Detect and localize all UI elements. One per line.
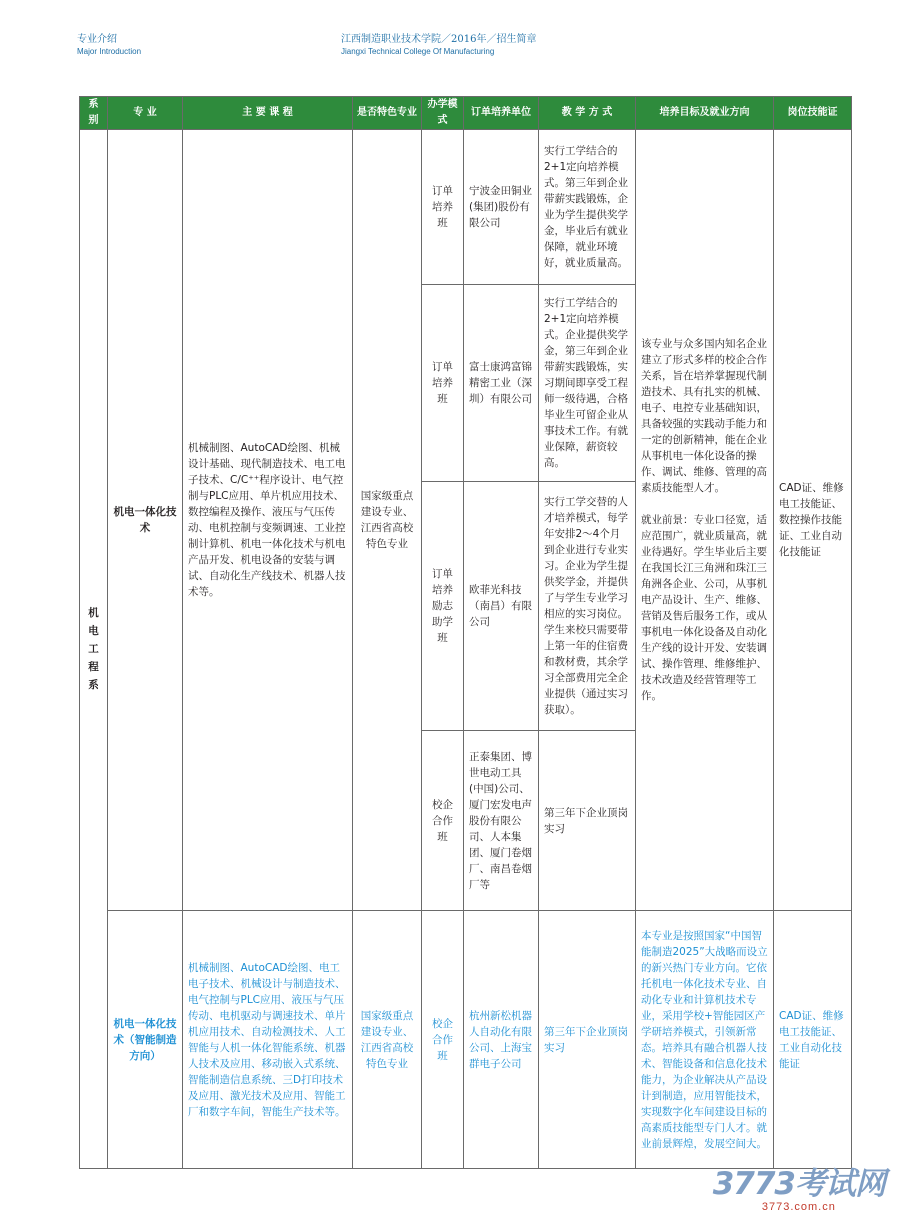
unit-cell: 正泰集团、博世电动工具(中国)公司、厦门宏发电声股份有限公司、人本集团、厦门卷烟厂、南昌卷烟厂等 xyxy=(464,731,539,911)
table-header-row xyxy=(80,97,852,130)
col-header-cert: 岗位技能证 xyxy=(774,97,852,130)
watermark-url: 3773.com.cn xyxy=(761,1201,836,1213)
department-name: 机电工程系 xyxy=(88,607,99,691)
unit-cell: 欧菲光科技（南昌）有限公司 xyxy=(464,482,539,731)
cert-cell: CAD证、维修电工技能证、数控操作技能证、工业自动化技能证 xyxy=(774,130,852,911)
cert-cell: CAD证、维修电工技能证、工业自动化技能证 xyxy=(774,911,852,1169)
featured-cell: 国家级重点建设专业、江西省高校特色专业 xyxy=(353,911,422,1169)
teaching-cell: 第三年下企业顶岗实习 xyxy=(539,911,636,1169)
col-header-mode: 办学模式 xyxy=(422,97,464,130)
major-name-cell: 机电一体化技术（智能制造方向） xyxy=(108,911,183,1169)
courses-cell: 机械制图、AutoCAD绘图、机械设计基础、现代制造技术、电工电子技术、C/C⁺⁺程序设计、电气控制与PLC应用、单片机应用技术、数控编程及操作、液压与气压传动、电机控制与变频调速、工业控制计算机、机电一体化技术与机电产品开发、机电设备的安装与调试、自动化生产线技术、机器人技术等。 xyxy=(183,130,353,911)
mode-cell: 订单培养班 xyxy=(422,130,464,285)
mode-cell: 校企合作班 xyxy=(422,911,464,1169)
teaching-cell: 实行工学结合的2+1定向培养模式。企业提供奖学金，第三年到企业带薪实践锻炼，实习期间即享受工程师一级待遇，合格毕业生可留企业从事技术工作。有就业保障，薪资较高。 xyxy=(539,285,636,482)
table-row xyxy=(80,130,852,285)
section-title-cn: 专业介绍 xyxy=(77,34,117,45)
college-header xyxy=(341,34,536,58)
mode-cell: 订单培养励志助学班 xyxy=(422,482,464,731)
college-title-en: Jiangxi Technical College Of Manufacturing xyxy=(341,47,495,56)
courses-cell: 机械制图、AutoCAD绘图、电工电子技术、机械设计与制造技术、电气控制与PLC应用、液压与气压传动、电机驱动与调速技术、单片机应用技术、自动检测技术、人工智能与人机一体化智能系统、机器人技术及应用、移动嵌入式系统、智能制造信息系统、三D打印技术及应用、激光技术及应用、智能工厂和数字车间，智能生产技术等。 xyxy=(183,911,353,1169)
teaching-cell: 实行工学交替的人才培养模式，每学年安排2～4个月到企业进行专业实习。企业为学生提供奖学金，并提供了与学生专业学习相应的实习岗位。学生来校只需要带上第一年的住宿费和教材费，其余学习全部费用完全企业提供（通过实习获取）。 xyxy=(539,482,636,731)
major-name-cell: 机电一体化技术 xyxy=(108,130,183,911)
col-header-goal: 培养目标及就业方向 xyxy=(636,97,774,130)
unit-cell: 杭州新松机器人自动化有限公司、上海宝群电子公司 xyxy=(464,911,539,1169)
goal-cell: 本专业是按照国家“中国智能制造2025”大战略而设立的新兴热门专业方向。它依托机电一体化技术专业、自动化专业和计算机技术专业，采用学校+智能园区产学研培养模式，引领新常态。培养具有融合机器人技术、智能设备和信息化技术能力，为企业解决从产品设计到制造，应用智能技术，实现数字化车间建设目标的高素质技能型专门人才。就业前景辉煌，发展空间大。 xyxy=(636,911,774,1169)
mode-cell: 校企合作班 xyxy=(422,731,464,911)
department-cell xyxy=(80,130,108,1169)
goal-text: 该专业与众多国内知名企业建立了形式多样的校企合作关系，旨在培养掌握现代制造技术、具有扎实的机械、电子、电控专业基础知识，具备较强的实践动手能力和一定的创新精神，能在企业从事机电一体化设备的操作、调试、维修、管理的高素质技能型人才。 xyxy=(641,338,767,494)
mode-cell: 订单培养班 xyxy=(422,285,464,482)
col-header-unit: 订单培养单位 xyxy=(464,97,539,130)
unit-cell: 富士康鸿富锦精密工业（深圳）有限公司 xyxy=(464,285,539,482)
college-title-cn: 江西制造职业技术学院／2016年／招生简章 xyxy=(341,34,537,45)
section-title-en: Major Introduction xyxy=(77,47,142,56)
teaching-cell: 实行工学结合的2+1定向培养模式。第三年到企业带薪实践锻炼，企业为学生提供奖学金，毕业后有就业保障，就业环境好，就业质量高。 xyxy=(539,130,636,285)
watermark-logo xyxy=(713,1167,885,1214)
featured-cell: 国家级重点建设专业、江西省高校特色专业 xyxy=(353,130,422,911)
col-header-featured: 是否特色专业 xyxy=(353,97,422,130)
table-row xyxy=(80,911,852,1169)
goal-cell xyxy=(636,130,774,911)
col-header-dept: 系 别 xyxy=(80,97,108,130)
prospect-text: 就业前景：专业口径宽，适应范围广，就业质量高，就业待遇好。学生毕业后主要在我国长江三角洲和珠江三角洲各企业、公司，从事机电产品设计、生产、维修、营销及售后服务工作，或从事机电一体化设备及自动化生产线的设计开发、安装调试、操作管理、维修维护、技术改造及经营管理等工作。 xyxy=(641,514,767,702)
watermark-title: 3773考试网 xyxy=(712,1166,885,1202)
major-table xyxy=(79,96,852,1169)
col-header-courses: 主 要 课 程 xyxy=(183,97,353,130)
page-section-header xyxy=(77,34,141,58)
teaching-cell: 第三年下企业顶岗实习 xyxy=(539,731,636,911)
unit-cell: 宁波金田铜业(集团)股份有限公司 xyxy=(464,130,539,285)
col-header-teaching: 教 学 方 式 xyxy=(539,97,636,130)
col-header-major: 专 业 xyxy=(108,97,183,130)
